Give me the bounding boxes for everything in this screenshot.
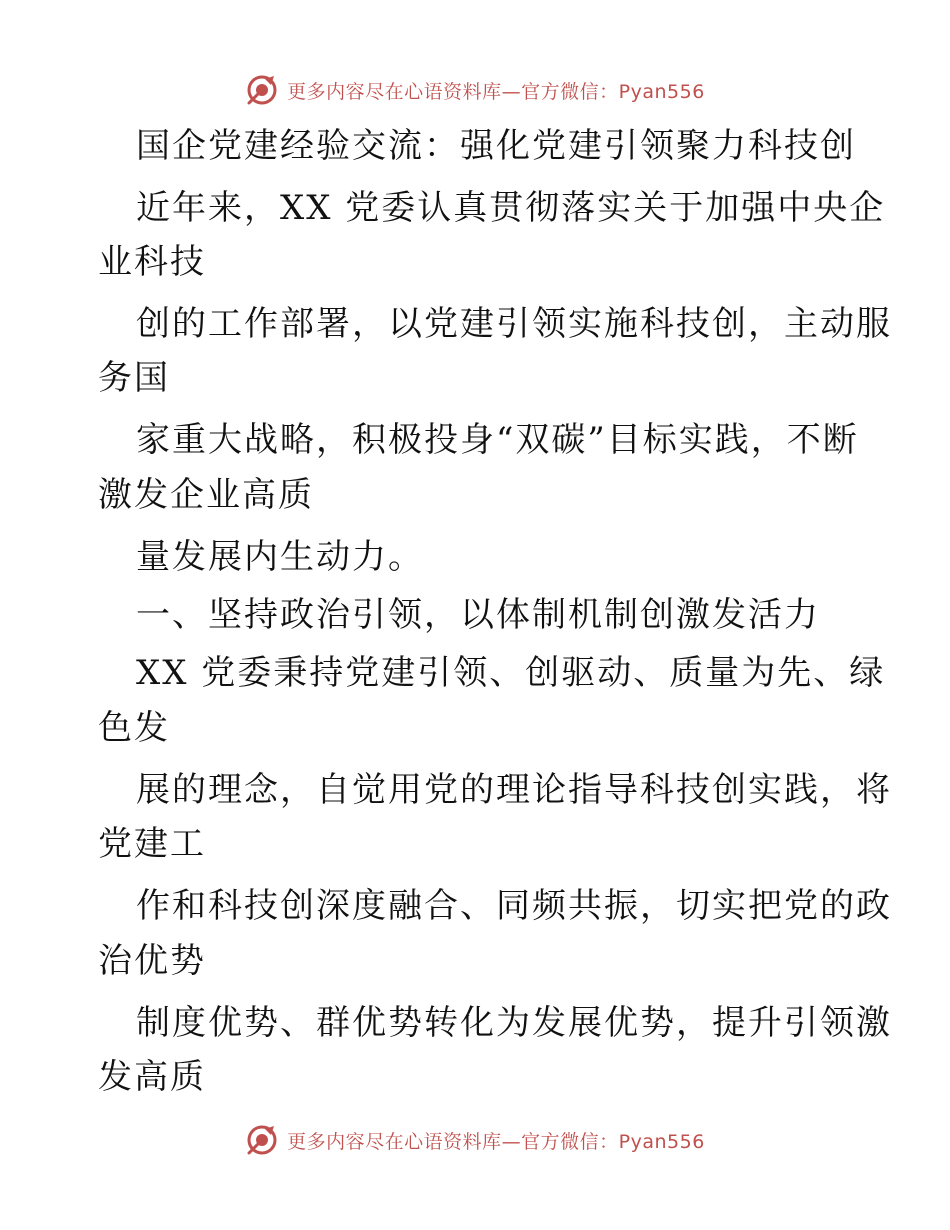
red-pen-circle-logo-icon	[245, 73, 279, 107]
paragraph-line: 展的理念，自觉用党的理论指导科技创实践，将	[136, 770, 892, 810]
paragraph-line: 色发	[98, 708, 170, 748]
paragraph-line: 创的工作部署，以党建引领实施科技创，主动服	[136, 304, 892, 344]
paragraph-line: 近年来，XX 党委认真贯彻落实关于加强中央企	[136, 188, 886, 228]
paragraph-line: 业科技	[98, 242, 206, 282]
paragraph-line: 治优势	[98, 941, 206, 981]
paragraph-line: 发高质	[98, 1057, 206, 1097]
watermark-text: 更多内容尽在心语资料库—官方微信：Pyan556	[287, 80, 705, 103]
paragraph-line: 党建工	[98, 824, 206, 864]
paragraph-line: 作和科技创深度融合、同频共振，切实把党的政	[136, 886, 892, 926]
paragraph-line: 量发展内生动力。	[136, 537, 424, 577]
section-heading: 一、坚持政治引领，以体制机制创激发活力	[136, 595, 820, 635]
watermark-header	[0, 70, 950, 110]
paragraph-line: XX 党委秉持党建引领、创驱动、质量为先、绿	[136, 653, 886, 693]
watermark-footer	[0, 1120, 950, 1160]
paragraph-line: 务国	[98, 358, 170, 398]
paragraph-line: 制度优势、群优势转化为发展优势，提升引领激	[136, 1003, 892, 1043]
red-pen-circle-logo-icon	[245, 1123, 279, 1157]
paragraph-line: 激发企业高质	[98, 475, 314, 515]
paragraph-line: 家重大战略，积极投身“双碳”目标实践，不断	[136, 420, 859, 460]
document-title: 国企党建经验交流：强化党建引领聚力科技创	[136, 126, 856, 166]
watermark-text: 更多内容尽在心语资料库—官方微信：Pyan556	[287, 1130, 705, 1153]
